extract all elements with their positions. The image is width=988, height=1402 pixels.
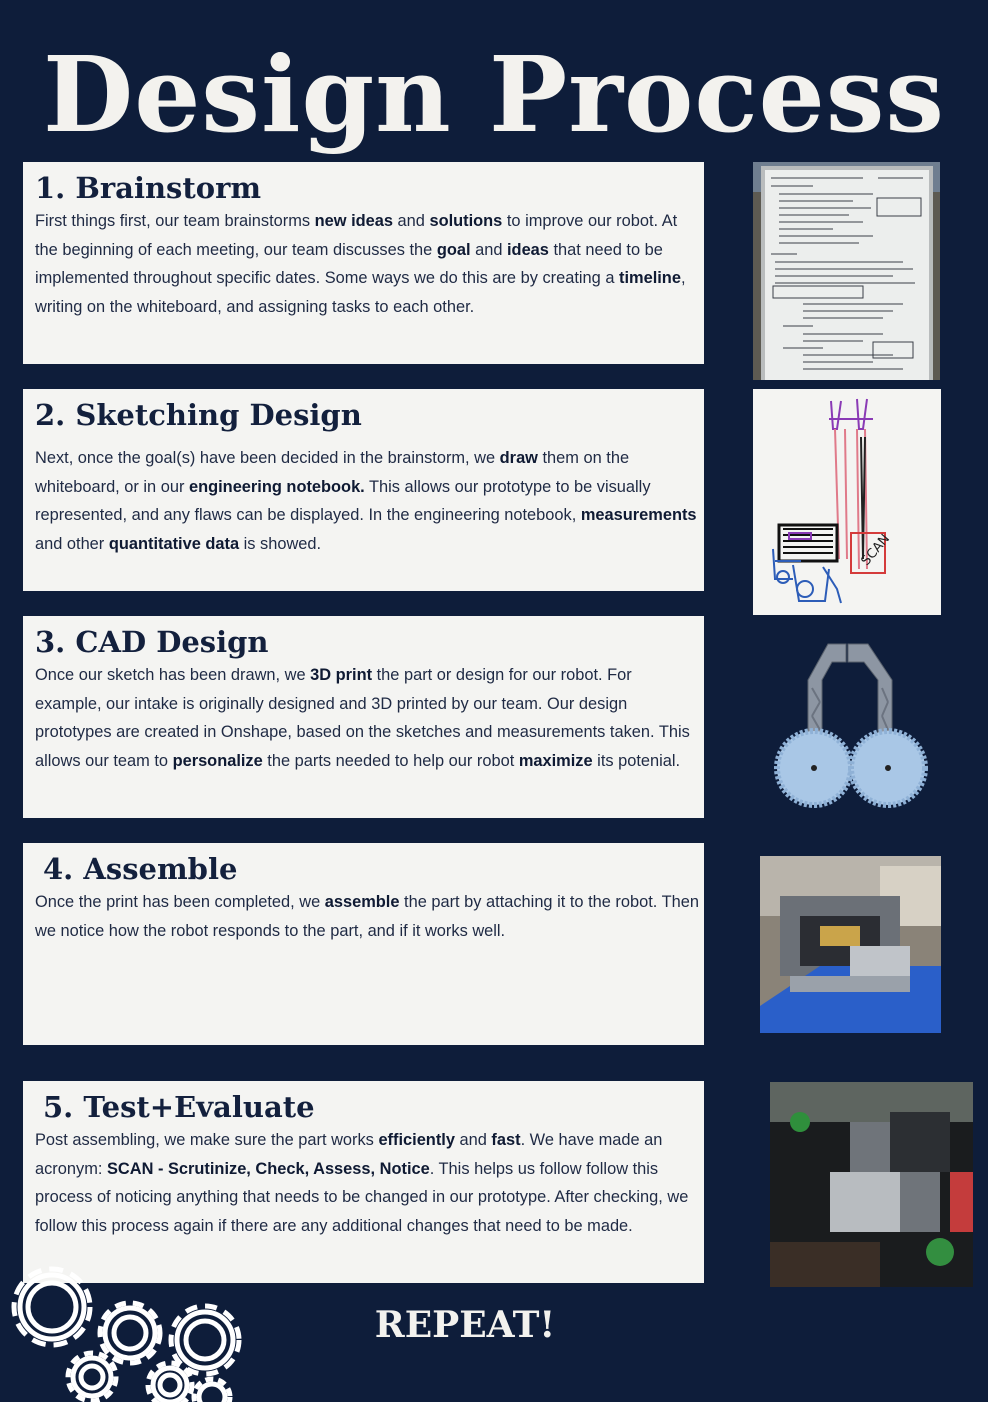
section-body: First things first, our team brainstorms new ideas and solutions to improve our robot. At the beginning of each meeting, our team discusses the goal and ideas that need to be implemented throughout specific dates. Some ways we do this are by creating a timeline, writing on the whiteboard, and assigning tasks to each other. [35,212,686,316]
section-cad [23,616,704,818]
emphasis-text: solutions [429,212,503,231]
emphasis-text: engineering notebook. [188,477,365,496]
section-assemble [23,843,704,1045]
emphasis-text: goal [436,240,471,259]
page-title: Design Process [43,33,945,156]
emphasis-text: 3D print [310,666,373,685]
emphasis-text: quantitative data [108,534,240,553]
section-body: Post assembling, we make sure the part works efficiently and fast. We have made an acronym: SCAN - Scrutinize, Check, Assess, Notice. This helps us follow follow this process of noticing anything that needs to be changed in our prototype. After checking, we follow this process again if there are any additional changes that need to be made. [35,1131,689,1235]
emphasis-text: SCAN - Scrutinize, Check, Assess, Notice [106,1159,430,1178]
whiteboard-photo [753,162,940,380]
svg-text:SCAN: SCAN [858,531,894,569]
robot-test-photo [770,1082,973,1287]
robot-photo [760,856,941,1033]
emphasis-text: fast [491,1131,521,1150]
emphasis-text: timeline [619,269,681,288]
emphasis-text: assemble [324,893,400,912]
emphasis-text: draw [499,449,538,468]
emphasis-text: maximize [518,751,593,770]
cad-render [768,640,933,810]
section-body: Next, once the goal(s) have been decided in the brainstorm, we draw them on the whiteboard, or in our engineering notebook. This allows our prototype to be visually represented, and any flaws can be displayed. In the engineering notebook, measurements and other quantitative data is showed. [35,449,697,553]
repeat-footer: REPEAT! [374,1304,556,1346]
emphasis-text: new ideas [314,212,393,231]
sketch-drawing [753,389,941,615]
section-heading: 4. Assemble [43,852,238,886]
section-test-evaluate [23,1081,704,1283]
section-heading: 3. CAD Design [35,625,269,659]
section-sketching [23,389,704,591]
section-heading: 1. Brainstorm [35,171,262,205]
emphasis-text: measurements [580,506,697,525]
section-body: Once the print has been completed, we assemble the part by attaching it to the robot. Then we notice how the robot responds to the part, and if it works well. [35,893,699,940]
section-heading: 5. Test+Evaluate [43,1090,315,1124]
section-brainstorm [23,162,704,364]
emphasis-text: ideas [507,240,549,259]
emphasis-text: personalize [172,751,263,770]
section-body: Once our sketch has been drawn, we 3D print the part or design for our robot. For example, our intake is originally designed and 3D printed by our team. Our design prototypes are created in Onshape, based on the sketches and measurements taken. This allows our team to personalize the parts needed to help our robot maximize its potenial. [35,666,690,770]
section-heading: 2. Sketching Design [35,398,362,432]
emphasis-text: efficiently [378,1131,455,1150]
gears-decoration [0,1255,260,1402]
